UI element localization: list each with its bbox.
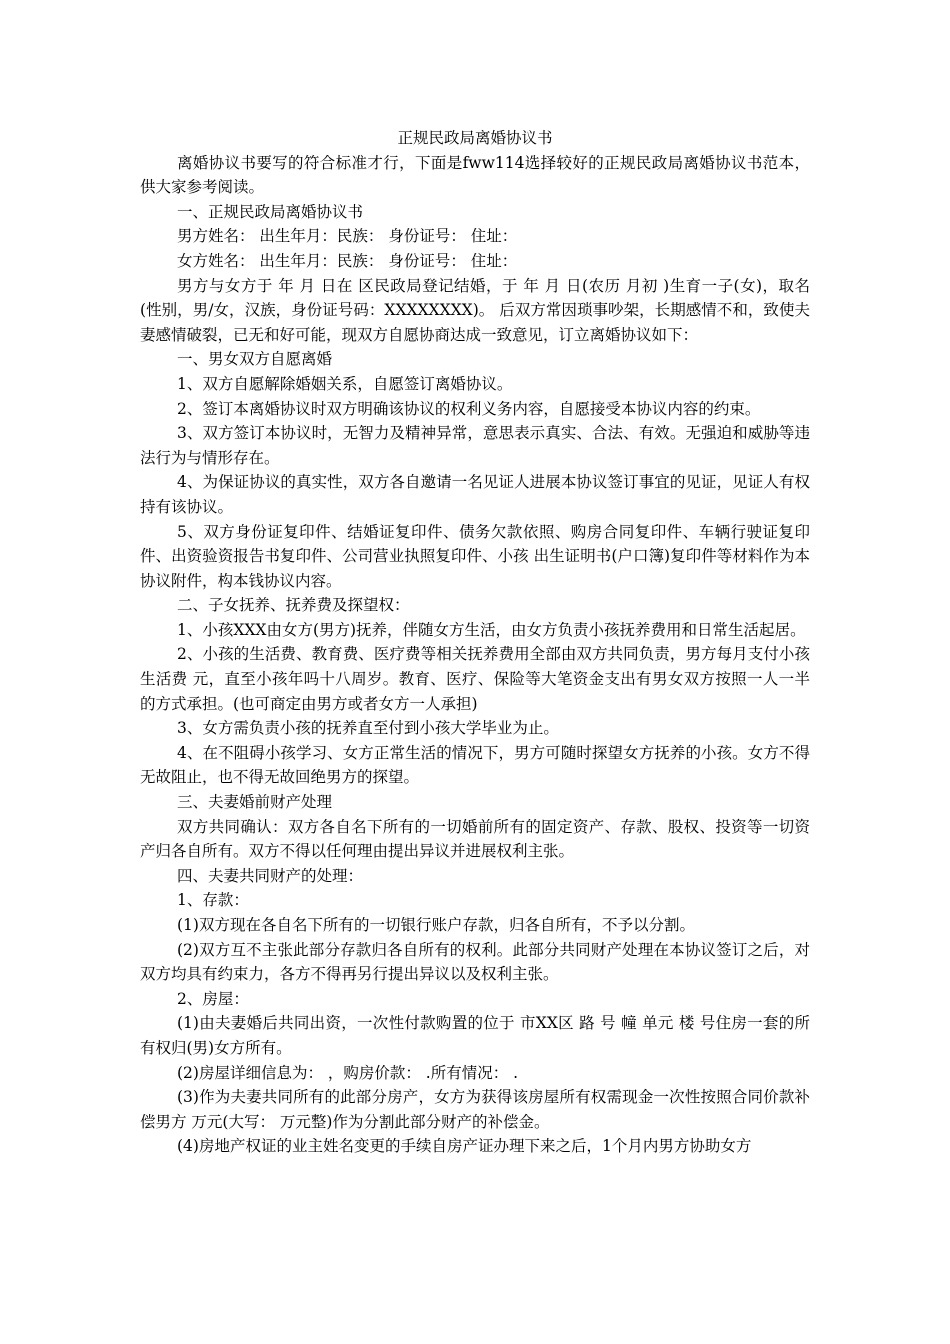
paragraph: 2、小孩的生活费、教育费、医疗费等相关抚养费用全部由双方共同负责，男方每月支付小孩生活费 元，直至小孩年吗十八周岁。教育、医疗、保险等大笔资金支出有男女双方按照一人一半的方式承担。(也可商定由男方或者女方一人承担) [140, 645, 810, 713]
paragraph: 5、双方身份证复印件、结婚证复印件、债务欠款依照、购房合同复印件、车辆行驶证复印件、出资验资报告书复印件、公司营业执照复印件、小孩 出生证明书(户口簿)复印件等材料作为本协议附件，构本钱协议内容。 [140, 522, 810, 590]
paragraph-male-info: 男方姓名： 出生年月：民族： 身份证号： 住址： [177, 227, 518, 246]
section-heading: 四、夫妻共同财产的处理： [177, 866, 364, 885]
paragraph-intro: 离婚协议书要写的符合标准才行，下面是fww114选择较好的正规民政局离婚协议书范本，供大家参考阅读。 [140, 153, 810, 197]
paragraph: 双方共同确认：双方各自名下所有的一切婚前所有的固定资产、存款、股权、投资等一切资产归各自所有。双方不得以任何理由提出异议并进展权利主张。 [140, 817, 810, 861]
paragraph: 1、双方自愿解除婚姻关系，自愿签订离婚协议。 [177, 374, 513, 393]
document-title: 正规民政局离婚协议书 [397, 129, 553, 147]
document-page [140, 126, 810, 1159]
paragraph: (4)房地产权证的业主姓名变更的手续自房产证办理下来之后，1个月内男方协助女方 [177, 1137, 752, 1156]
paragraph-female-info: 女方姓名： 出生年月：民族： 身份证号： 住址： [177, 251, 518, 270]
paragraph: 4、在不阻碍小孩学习、女方正常生活的情况下，男方可随时探望女方抚养的小孩。女方不得无故阻止，也不得无故回绝男方的探望。 [140, 743, 810, 787]
sub-heading: 2、房屋： [177, 989, 249, 1008]
paragraph: (2)双方互不主张此部分存款归各自所有的权利。此部分共同财产处理在本协议签订之后，对双方均具有约束力，各方不得再另行提出异议以及权利主张。 [140, 940, 810, 984]
paragraph: (2)房屋详细信息为： ，购房价款： .所有情况： . [177, 1063, 519, 1082]
paragraph: (1)由夫妻婚后共同出资，一次性付款购置的位于 市XX区 路 号 幢 单元 楼 号住房一套的所有权归(男)女方所有。 [140, 1014, 810, 1057]
section-heading: 一、男女双方自愿离婚 [177, 350, 333, 369]
paragraph: (1)双方现在各自名下所有的一切银行账户存款，归各自所有，不予以分割。 [177, 916, 695, 934]
paragraph: (3)作为夫妻共同所有的此部分房产，女方为获得该房屋所有权需现金一次性按照合同价款补偿男方 万元(大写： 万元整)作为分割此部分财产的补偿金。 [140, 1088, 810, 1131]
paragraph: 3、女方需负责小孩的抚养直至付到小孩大学毕业为止。 [177, 719, 559, 738]
section-heading: 一、正规民政局离婚协议书 [177, 202, 364, 221]
section-heading: 二、子女抚养、抚养费及探望权： [177, 596, 410, 615]
paragraph: 2、签订本离婚协议时双方明确该协议的权利义务内容，自愿接受本协议内容的约束。 [177, 399, 761, 418]
section-heading: 三、夫妻婚前财产处理 [177, 793, 333, 812]
paragraph: 1、小孩XXX由女方(男方)抚养，伴随女方生活，由女方负责小孩抚养费用和日常生活起居。 [177, 620, 806, 639]
paragraph-background: 男方与女方于 年 月 日在 区民政局登记结婚，于 年 月 日(农历 月初 )生育一子(女)，取名 (性别，男/女，汉族，身份证号码：XXXXXXXX)。 后双方常因琐事吵架，长期感情不和，致使夫妻感情破裂，已无和好可能，现双方自愿协商达成一致意见，订立离婚协议如下： [140, 276, 810, 344]
sub-heading: 1、存款： [177, 891, 249, 910]
paragraph: 3、双方签订本协议时，无智力及精神异常，意思表示真实、合法、有效。无强迫和威胁等违法行为与情形存在。 [140, 424, 810, 467]
paragraph: 4、为保证协议的真实性，双方各自邀请一名见证人进展本协议签订事宜的见证，见证人有权持有该协议。 [140, 473, 810, 516]
